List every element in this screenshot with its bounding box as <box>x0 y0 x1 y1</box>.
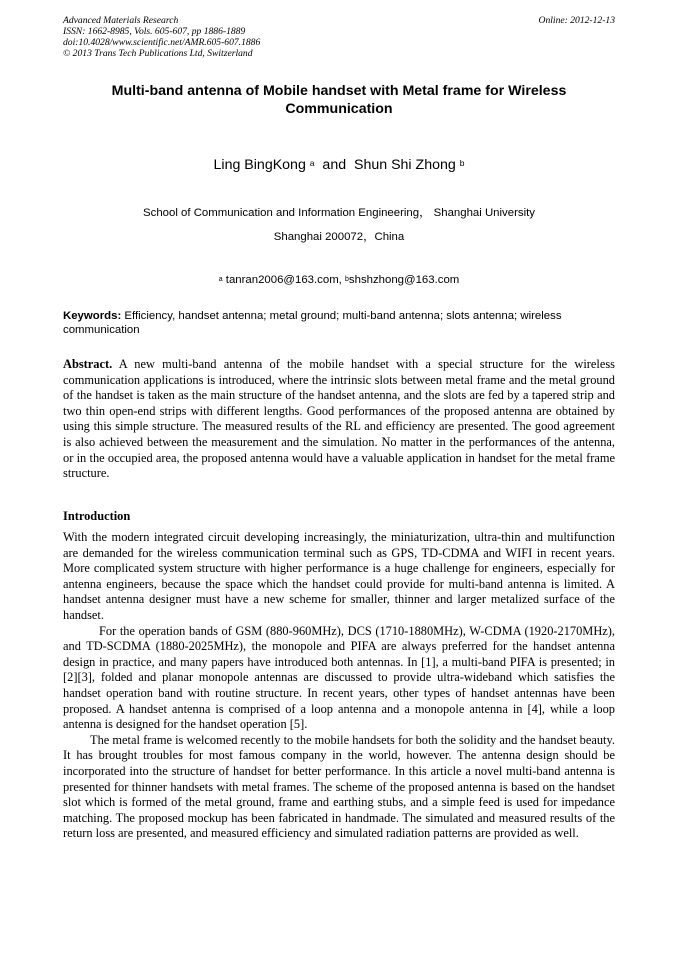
email-b-mark: b <box>345 276 349 283</box>
author-list <box>63 156 615 174</box>
journal-header <box>63 15 615 59</box>
section-heading-introduction: Introduction <box>63 509 131 523</box>
intro-paragraph-3: The metal frame is welcomed recently to the mobile handsets for both the solidity and the handset beauty. It has brought troubles for most famous company in the world, however. The antenna design should be incorporated into the structure of handset for better performance. In this article a novel multi-band antenna is presented for thinner handsets with metal frames. The scheme of the proposed antenna is based on the handset slot which is formed of the metal ground, frame and earthing stubs, and a simple feed is used for impedance matching. The proposed mockup has been fabricated in handmade. The simulated and measured results of the return loss are presented, and measured efficiency and simulated radiation patterns are provided as well. <box>63 732 615 841</box>
affiliation-line-1: School of Communication and Information Engineering， Shanghai University <box>143 207 535 219</box>
abstract <box>63 357 615 482</box>
title-line-1: Multi-band antenna of Mobile handset with Metal frame for Wireless <box>111 83 567 99</box>
affiliation-line-2: Shanghai 200072，China <box>273 231 405 243</box>
journal-name: Advanced Materials Research <box>63 15 179 26</box>
journal-copyright: © 2013 Trans Tech Publications Ltd, Switzerland <box>63 48 253 59</box>
author-2: Shun Shi Zhong <box>354 157 456 173</box>
abstract-label: Abstract. <box>63 357 113 371</box>
intro-paragraph-2: For the operation bands of GSM (880-960MHz), DCS (1710-1880MHz), W-CDMA (1920-2170MHz), and TD-SCDMA (1880-2025MHz), the monopole and PIFA are always preferred for the handset antenna design in practice, and many papers have introduced both antennas. In [1], a multi-band PIFA is presented; in [2][3], folded and planar monopole antennas are discussed to provide ultra-wideband which satisfies the handset operation band with routine structure. In recent years, other types of handset antennas have been proposed. A handset antenna is comprised of a loop antenna and a monopole antenna in [4], while a loop antenna is designed for the handset operation [5]. <box>63 623 615 732</box>
author-1: Ling BingKong <box>213 157 306 173</box>
keywords-label: Keywords: <box>63 310 122 322</box>
journal-doi: doi:10.4028/www.scientific.net/AMR.605-607.1886 <box>63 37 261 48</box>
intro-paragraph-1: With the modern integrated circuit developing increasingly, the miniaturization, ultra-thin and multifunction are demanded for the wireless communication terminal such as GPS, TD-CDMA and WIFI in recent years. More complicated system structure with higher performance is a huge challenge for engineers, especially for antenna engineers, because the space which the handset could provide for multi-band antenna is limited. A handset antenna designer must have a new scheme for smaller, thinner and larger metalized surface of the handset. <box>63 530 615 622</box>
journal-issn: ISSN: 1662-8985, Vols. 605-607, pp 1886-1889 <box>63 26 246 37</box>
email-a-mark: a <box>218 276 223 283</box>
author-separator: and <box>318 157 351 173</box>
keywords-text: Efficiency, handset antenna; metal ground; multi-band antenna; slots antenna; wireless communication <box>63 310 562 336</box>
paper-title <box>63 82 615 118</box>
email-b: shshzhong@163.com <box>348 274 460 286</box>
title-line-2: Communication <box>285 101 393 117</box>
keywords <box>63 309 615 337</box>
online-date: Online: 2012-12-13 <box>538 15 615 26</box>
author-1-affil-mark: a <box>309 158 315 168</box>
introduction-body <box>63 530 615 842</box>
email-a: tanran2006@163.com, <box>222 274 346 286</box>
abstract-text: A new multi-band antenna of the mobile handset with a special structure for the wireless communication applications is introduced, where the intrinsic slots between metal frame and the metal ground of the handset is taken as the main structure of the handset antenna, and the slots are fed by a tapered strip and two thin open-end strips with different lengths. Good performances of the proposed antenna are obtained by using this simple structure. The measured results of the RL and efficiency are presented. The good agreement is also achieved between the measurement and the simulation. No matter in the performances of the antenna, or in the occupied area, the proposed antenna would have a valuable application in handset for the metal frame structure. <box>63 357 615 481</box>
author-2-affil-mark: b <box>459 158 465 168</box>
author-emails <box>63 273 615 287</box>
